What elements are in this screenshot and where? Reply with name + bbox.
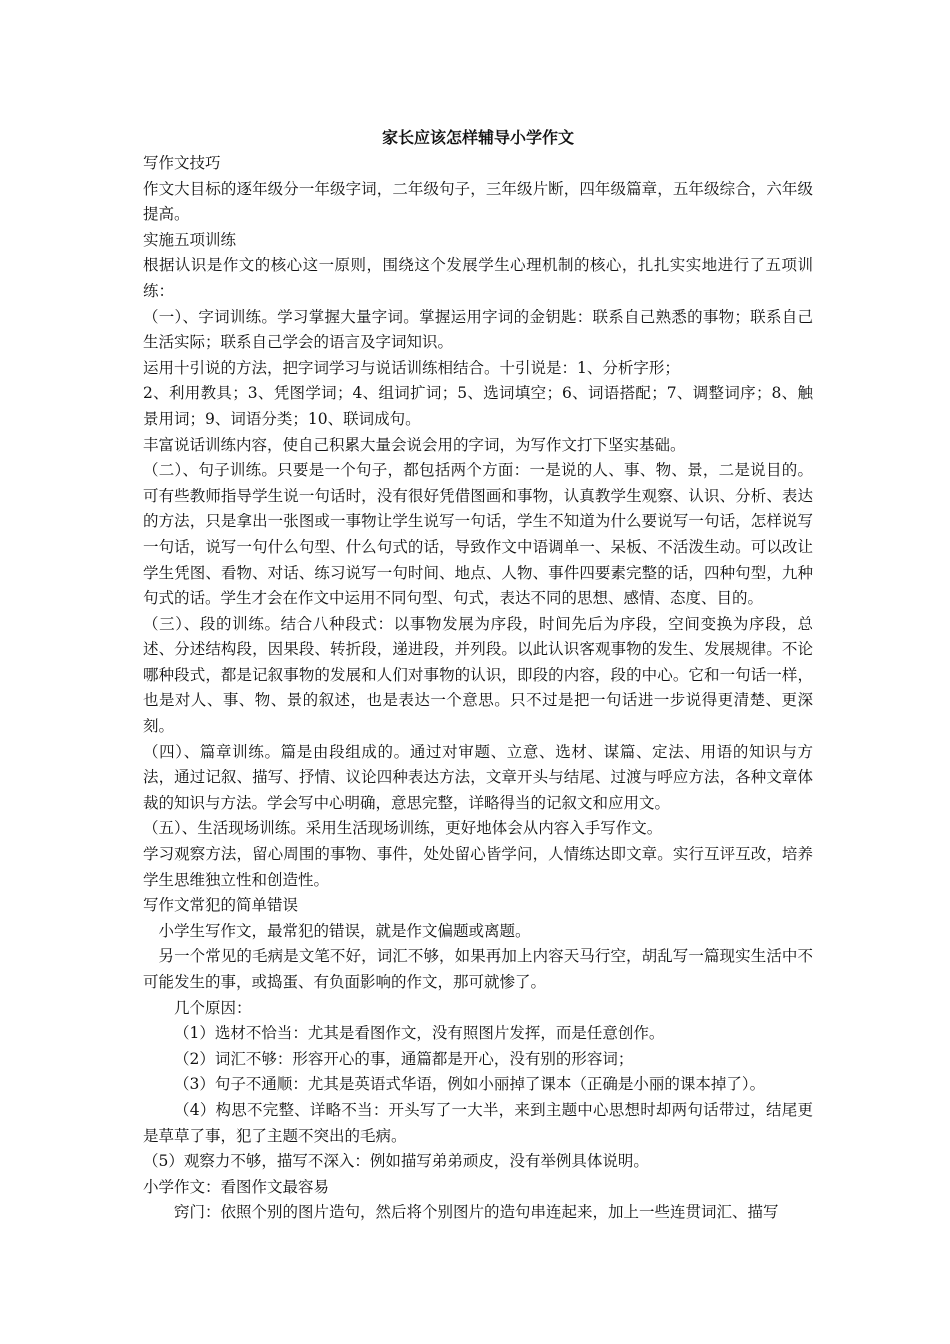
paragraph-word-training: （一）、字词训练。学习掌握大量字词。掌握运用字词的金钥匙：联系自己熟悉的事物；联系自己生活实际；联系自己学会的语言及字词知识。 — [143, 307, 813, 352]
list-item-reason-3: （3）句子不通顺：尤其是英语式华语，例如小丽掉了课本（正确是小丽的课本掉了）。 — [174, 1075, 766, 1094]
paragraph-principle: 根据认识是作文的核心这一原则，围绕这个发展学生心理机制的核心，扎扎实实地进行了五项训练： — [143, 256, 813, 300]
paragraph-sentence-training: （二）、句子训练。只要是一个句子，都包括两个方面：一是说的人、事、物、景，二是说目的。可有些教师指导学生说一句话时，没有很好凭借图画和事物，认真教学生观察、认识、分析、表达的方法，只是拿出一张图或一事物让学生说写一句话，学生不知道为什么要说写一句话，怎样说写一句话，说写一句什么句型、什么句式的话，导致作文中语调单一、呆板、不活泼生动。可以改让学生凭图、看物、对话、练习说写一句时间、地点、人物、事件四要素完整的话，四种句型，九种句式的话。学生才会在作文中运用不同句型、句式，表达不同的思想、感情、态度、目的。 — [143, 461, 813, 608]
list-item-reason-5: （5）观察力不够，描写不深入：例如描写弟弟顽皮，没有举例具体说明。 — [143, 1152, 649, 1171]
paragraph-section-training: （三）、段的训练。结合八种段式：以事物发展为序段，时间先后为序段，空间变换为序段，总述、分述结构段，因果段、转折段，递进段，并列段。以此认识客观事物的发生、发展规律。不论哪种段式，都是记叙事物的发展和人们对事物的认识，即段的内容，段的中心。它和一句话一样，也是对人、事、物、景的叙述，也是表达一个意思。只不过是把一句话进一步说得更清楚、更深刻。 — [143, 614, 813, 736]
paragraph-observation: 学习观察方法，留心周围的事物、事件，处处留心皆学问，人情练达即文章。实行互评互改，培养学生思维独立性和创造性。 — [143, 845, 813, 889]
paragraph-ten-methods-intro: 运用十引说的方法，把字词学习与说话训练相结合。十引说是：1、分析字形； — [143, 358, 680, 377]
paragraph-ten-methods-list: 2、利用教具；3、凭图学词；4、组词扩词；5、选词填空；6、词语搭配；7、调整词序；8、触景用词；9、词语分类；10、联词成句。 — [143, 384, 813, 428]
document-body — [143, 125, 813, 1226]
list-item-reason-4: （4）构思不完整、详略不当：开头写了一大半，来到主题中心思想时却两句话带过，结尾更是草草了事，犯了主题不突出的毛病。 — [143, 1100, 813, 1145]
paragraph-chapter-training: （四）、篇章训练。篇是由段组成的。通过对审题、立意、选材、谋篇、定法、用语的知识与方法，通过记叙、描写、抒情、议论四种表达方法，文章开头与结尾、过渡与呼应方法，各种文章体裁的知识与方法。学会写中心明确，意思完整，详略得当的记叙文和应用文。 — [143, 742, 813, 812]
section-heading-picture-writing: 小学作文：看图作文最容易 — [143, 1177, 330, 1196]
document-title: 家长应该怎样辅导小学作文 — [381, 128, 574, 147]
list-item-reason-2: （2）词汇不够：形容开心的事，通篇都是开心，没有别的形容词； — [174, 1049, 634, 1068]
paragraph-life-scene-training: （五）、生活现场训练。采用生活现场训练，更好地体会从内容入手写作文。 — [143, 819, 663, 838]
section-heading-common-errors: 写作文常犯的简单错误 — [143, 896, 299, 915]
paragraph-off-topic: 小学生写作文，最常犯的错误，就是作文偏题或离题。 — [158, 921, 531, 940]
paragraph-reasons-heading: 几个原因： — [174, 998, 252, 1017]
paragraph-enrich-speaking: 丰富说话训练内容，使自己积累大量会说会用的字词，为写作文打下坚实基础。 — [143, 435, 686, 454]
section-heading-five-trainings: 实施五项训练 — [143, 230, 237, 249]
paragraph-tip: 窍门：依照个别的图片造句，然后将个别图片的造句串连起来，加上一些连贯词汇、描写 — [174, 1203, 779, 1222]
paragraph-poor-writing: 另一个常见的毛病是文笔不好，词汇不够，如果再加上内容天马行空，胡乱写一篇现实生活中不可能发生的事，或捣蛋、有负面影响的作文，那可就惨了。 — [143, 947, 813, 991]
section-heading-writing-tips: 写作文技巧 — [143, 154, 221, 172]
list-item-reason-1: （1）选材不恰当：尤其是看图作文，没有照图片发挥，而是任意创作。 — [174, 1024, 665, 1043]
paragraph-grade-goals: 作文大目标的逐年级分一年级字词，二年级句子，三年级片断，四年级篇章，五年级综合，六年级提高。 — [143, 179, 813, 224]
